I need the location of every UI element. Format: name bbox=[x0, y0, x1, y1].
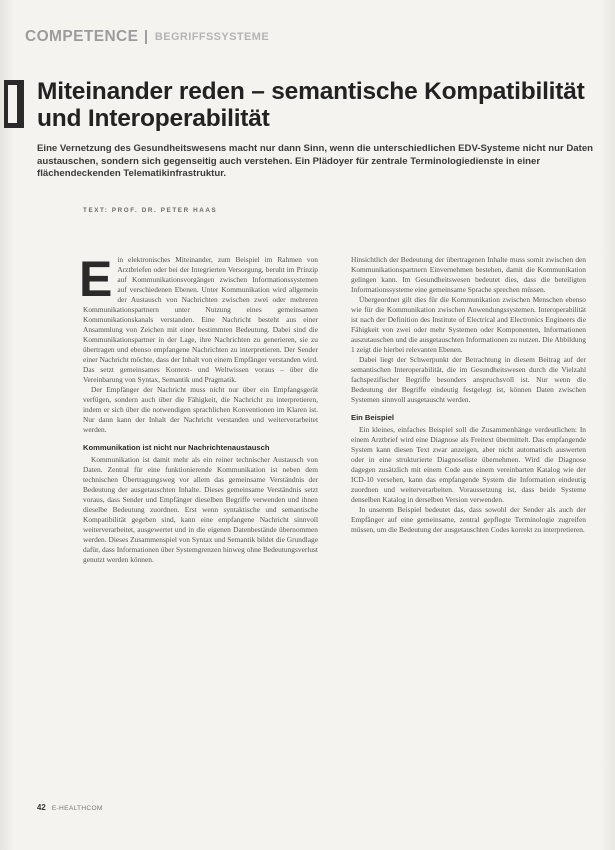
title-marker-bracket bbox=[4, 80, 24, 128]
paragraph: Kommunikation ist damit mehr als ein reiner technischer Austausch von Daten. Zentral für eine funktionierende Kommunikation ist neben dem technischen Übertragungsweg vor allem das gemeinsame Verständnis der Bedeutung der ausgetauschten Inhalte. Dieses gemeinsame Verständnis setzt voraus, dass Sender und Empfänger dieselben Begriffe verwenden und ihnen dieselbe Bedeutung zuordnen. Erst wenn syntaktische und semantische Kompatibilität gegeben sind, kann eine empfangene Nachricht sinnvoll weiterverarbeitet, ausgewertet und in die eigenen Datenbestände übernommen werden. Dieses Zusammenspiel von Syntax und Semantik bildet die Grundlage dafür, dass Informationen über Systemgrenzen hinweg ohne Bedeutungsverlust genutzt werden können. bbox=[83, 455, 318, 564]
subheading: Kommunikation ist nicht nur Nachrichtenaustausch bbox=[83, 443, 270, 452]
paragraph: In unserem Beispiel bedeutet das, dass sowohl der Sender als auch der Empfänger auf eine gemeinsame, zentral gepflegte Terminologie zugreifen müssen, um die Bedeutung der ausgetauschten Codes korrekt zu interpretieren. bbox=[351, 505, 586, 534]
header-divider bbox=[145, 30, 147, 44]
article-byline: TEXT: PROF. DR. PETER HAAS bbox=[83, 207, 218, 214]
paragraph bbox=[79, 251, 318, 385]
magazine-name: E-HEALTHCOM bbox=[51, 805, 103, 812]
header-section-name: BEGRIFFSSYSTEME bbox=[154, 31, 270, 43]
section-header bbox=[25, 28, 269, 46]
article-lead: Eine Vernetzung des Gesundheitswesens macht nur dann Sinn, wenn die unterschiedlichen EDV-Systeme nicht nur Daten austauschen, sondern sich gegenseitig auch verstehen. Ein Plädoyer für zentrale Terminologiedienste in einer flächendeckenden Telematikinfrastruktur. bbox=[37, 143, 594, 179]
page-footer bbox=[37, 803, 103, 812]
header-competence: COMPETENCE bbox=[25, 28, 139, 45]
paragraph: Hinsichtlich der Bedeutung der übertragenen Inhalte muss somit zwischen den Kommunikationspartnern Einvernehmen bestehen, damit die Kommunikation gelingen kann. Im Gesundheitswesen bedeutet dies, dass die beteiligten Informationssysteme eine gemeinsame Sprache sprechen müssen. bbox=[351, 255, 586, 294]
article-title: Miteinander reden – semantische Kompatibilität und Interoperabilität bbox=[37, 78, 585, 132]
page-number: 42 bbox=[37, 803, 46, 812]
paragraph: Dabei liegt der Schwerpunkt der Betrachtung in diesem Beitrag auf der semantischen Interoperabilität, die im Gesundheitswesen durch die Vielzahl fachspezifischer Begriffe besonders anspruchsvoll ist. Nur wenn die Bedeutung der Begriffe eindeutig festgelegt ist, können Daten zwischen Systemen sinnvoll ausgetauscht werden. bbox=[351, 355, 586, 404]
drop-cap: E bbox=[79, 251, 113, 307]
text-column-left bbox=[79, 251, 318, 565]
paragraph: Übergeordnet gilt dies für die Kommunikation zwischen Menschen ebenso wie für die Kommunikation zwischen Anwendungssystemen. Interoperabilität ist nach der Definition des Institute of Electrical and Electronics Engineers die Fähigkeit von zwei oder mehr Systemen oder Komponenten, Informationen auszutauschen und die ausgetauschten Informationen zu nutzen. Die Abbildung 1 zeigt die hierbei relevanten Ebenen. bbox=[351, 295, 586, 354]
text-column-right bbox=[351, 255, 586, 535]
paragraph: Der Empfänger der Nachricht muss nicht nur über ein Empfangsgerät verfügen, sondern auch über die Fähigkeit, die Nachricht zu interpretieren, indem er sich über die notwendigen sprachlichen Konventionen im Klaren ist. Nur dann kann der Inhalt der Nachricht verstanden und weiterverarbeitet werden. bbox=[83, 385, 318, 434]
paragraph: Ein kleines, einfaches Beispiel soll die Zusammenhänge verdeutlichen: In einem Arztbrief wird eine Diagnose als Freitext übermittelt. Das empfangende System kann diesen Text zwar anzeigen, aber nicht automatisch auswerten oder in eine strukturierte Diagnoseliste übernehmen. Wird die Diagnose dagegen zusätzlich mit einem Code aus einem vereinbarten Katalog wie der ICD-10 versehen, kann das empfangende System die Information eindeutig zuordnen und weiterverarbeiten. Voraussetzung ist, dass beide Systeme denselben Katalog in derselben Version verwenden. bbox=[351, 425, 586, 504]
subheading: Ein Beispiel bbox=[351, 413, 395, 422]
paragraph-text: in elektronisches Miteinander, zum Beispiel im Rahmen von Arztbriefen oder bei der Integrierten Versorgung, beruht im Prinzip auf Kommunikationsvorgängen zwischen Informationssystemen auf verschiedenen Ebenen. Unter Kommunikation wird allgemein der Austausch von Nachrichten zwischen zwei oder mehreren Kommunikationspartnern unter Nutzung eines gemeinsamen Kommunikationskanals verstanden. Eine Nachricht besteht aus einer Ansammlung von Zeichen mit einer bestimmten Bedeutung. Dabei sind die Kommunikationspartner in der Lage, ihre Nachrichten zu generieren, sie zu übertragen und ebenso empfangene Nachrichten zu interpretieren. Der Sender einer Nachricht möchte, dass der Inhalt von einem Empfänger verstanden wird. Das setzt gemeinsames Kontext- und Weltwissen voraus – über die Vereinbarung von Syntax, Semantik und Pragmatik. bbox=[83, 255, 318, 384]
